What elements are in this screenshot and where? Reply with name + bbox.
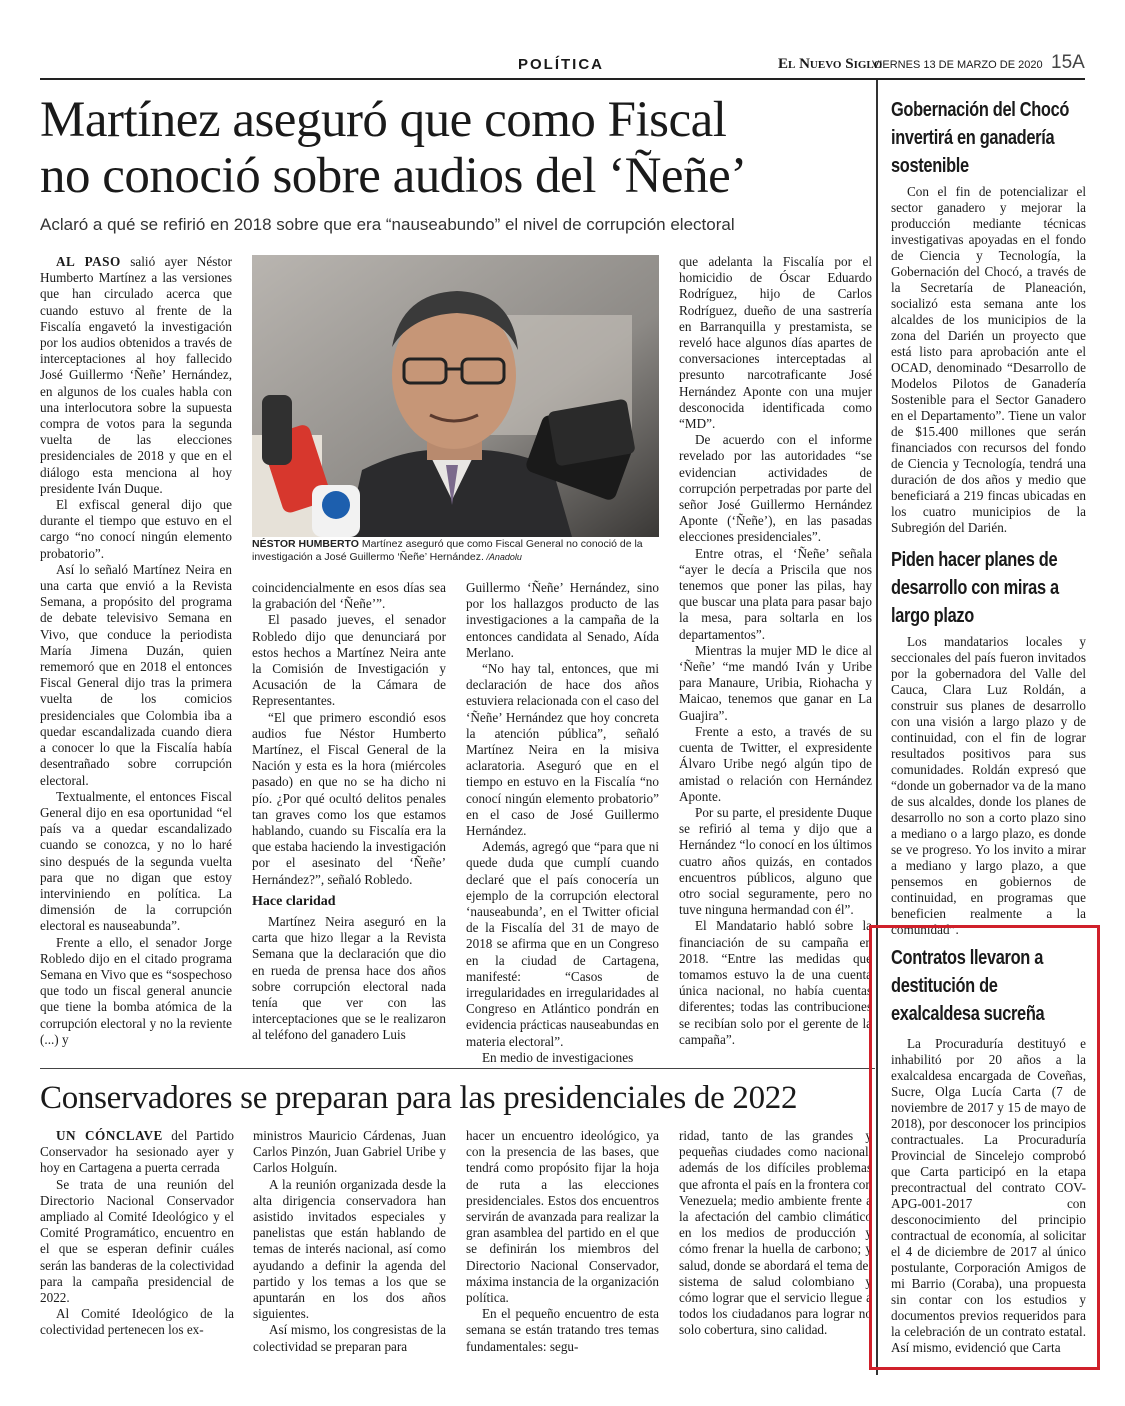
second-column-4 [679, 1128, 872, 1360]
section-label: POLÍTICA [518, 56, 604, 73]
col2-paragraph: Martínez Neira aseguró en la carta que hizo llegar a la Revista Semana que la declaración que dio en rueda de prensa hace dos años sobre corrupción electoral nada tenía que ver con las interceptaciones que se le realizaron al teléfono del ganadero Luis [252, 914, 446, 1043]
sidebar-title-2: Piden hacer planes de desarrollo con miras a largo plazo [891, 549, 1059, 627]
sidebar-body-1: Con el fin de potencializar el sector ganadero y mejorar la producción mediante técnicas investigativas apoyadas en el fondo de Ciencia y Tecnología, la Gobernación del Chocó, a través de la Secretaría de Planeación, socializó esta semana ante los alcaldes de los municipios de la zona del Darién un proyecto que está listo para aprobación ante el OCAD, denominado “Desarrollo de Modelos Pilotos de Ganadería Sostenible para el Sector Ganadero en el Departamento”. Tiene un valor de $15.400 millones que serán financiados con recursos del fondo de Ciencia y Tecnología, tendrá una duración de dos años y medio que beneficiará a 219 fincas ubicadas en los cuatro municipios de la Subregión del Darién. [891, 184, 1086, 535]
col1-paragraph: Textualmente, el entonces Fiscal General dijo en esa oportunidad “el país va a quedar escandalizado cuando se conozca, y no lo haré sino después de la segunda vuelta para que no digan que estoy interviniendo en política. La dimensión de la corrupción electoral es nauseabunda”. [40, 788, 232, 934]
sidebar-item-1 [891, 96, 1086, 536]
col1-paragraph: AL PASO salió ayer Néstor Humberto Martínez a las versiones que han circulado acerca que cuando estuvo al frente de la Fiscalía engavetó la investigación por los audios obtenidos a través de interceptaciones al hoy fallecido José Guillermo ‘Ñeñe’ Hernández, en algunos de los cuales habla con una interlocutora sobre la supuesta compra de votos para la segunda vuelta de las elecciones presidenciales de 2018 y que en el diálogo esta menciona al hoy presidente Iván Duque. [40, 254, 232, 496]
photo-nestor-humberto [252, 255, 659, 537]
headline-line-1: Martínez aseguró que como Fiscal [40, 92, 727, 148]
col2-paragraph: “El que primero escondió esos audios fue Néstor Humberto Martínez, el Fiscal General de la Nación y esta es la hora (miércoles pasado) en que no se ha dicho ni pío. ¿Por qué ocultó delitos penales tan graves como los que estamos hablando, cuando su Fiscalía era la que estaba haciendo la investigación por el asesinato del ‘Ñeñe’ Hernández?”, señaló Robledo. [252, 709, 446, 887]
col4-paragraph: Mientras la mujer MD le dice al ‘Ñeñe’ “me mandó Iván y Uribe para Manaure, Uribia, Riohacha y Maicao, tenemos que ganar en La Guajira”. [679, 642, 872, 723]
col3-paragraph: “No hay tal, entonces, que mi declaración de hace dos años estuviera relacionada con el caso del ‘Ñeñe’ Hernández que hoy concreta la atención pública”, señaló Martínez Neira en la misiva aclaratoria. Aseguró que en el tiempo en estuvo en la Fiscalía “no conocí ningún elemento probatorio” en el caso de José Guillermo Hernández. [466, 661, 659, 839]
col4-paragraph: Por su parte, el presidente Duque se refirió al tema y dijo que a Hernández “lo conocí en los últimos cuatro años quizás, en contados encuentros públicos, alguno que otro social seguramente, pero no tuve ninguna hermandad con él”. [679, 804, 872, 918]
col4-paragraph: De acuerdo con el informe revelado por las autoridades “se evidencian actividades de corrupción perpetradas por parte del señor José Guillermo Hernández Aponte (‘Ñeñe’), en las pasadas elecciones presidenciales”. [679, 432, 872, 545]
col4-paragraph: Entre otras, el ‘Ñeñe’ señala “ayer le decía a Priscila que nos tenemos que poner las pilas, hay que buscar una plata para pasar bajo la mesa, para soltarla en los departamentos”. [679, 545, 872, 642]
photo-caption [252, 538, 662, 564]
press-photo [252, 255, 659, 537]
caption-text: Martínez aseguró que como Fiscal General no conoció de la investigación a José Guillermo ‘Ñeñe’ Hernández. [252, 538, 643, 563]
subtitle: Aclaró a qué se refirió en 2018 sobre que era “nauseabundo” el nivel de corrupción electoral [40, 215, 735, 234]
second-column-1 [40, 1128, 234, 1360]
story-divider [40, 1068, 875, 1069]
col3-paragraph: Guillermo ‘Ñeñe’ Hernández, sino por los hallazgos producto de las investigaciones a la campaña de la entonces candidata al Senado, Aída Merlano. [466, 580, 659, 660]
second-column-2 [253, 1128, 446, 1360]
second-lead-in: UN CÓNCLAVE [56, 1128, 163, 1143]
photo-credit: /Anadolu [483, 552, 522, 562]
main-column-3 [466, 580, 659, 1065]
sidebar-title-1: Gobernación del Chocó invertirá en ganadería sostenible [891, 99, 1070, 177]
second-col2-paragraph: A la reunión organizada desde la alta dirigencia conservadora han asistido invitados especiales y panelistas que están hablando de temas de interés nacional, así como ayudando a definir la agenda del partido y los temas a los que se apuntarán en los dos años siguientes. [253, 1176, 446, 1322]
headline-line-2: no conoció sobre audios del ‘Ñeñe’ [40, 148, 747, 204]
col1-paragraph: Así lo señaló Martínez Neira en una carta que envió a la Revista Semana, a propósito del programa de debate televisivo Semana en Vivo, que conduce la periodista María Jimena Duzán, quien rememoró que en 2018 el entonces Fiscal General dijo tras la primera vuelta de los comicios presidenciales que Colombia iba a quedar escandalizada cuando diera a conocer lo que la Fiscalía había desentrañado sobre corrupción electoral. [40, 561, 232, 788]
second-col1-paragraph: Se trata de una reunión del Directorio Nacional Conservador ampliado al Comité Ideológico y el Comité Programático, encuentro en el que se esperan definir cuáles serán las banderas de la colectividad para la campaña presidencial de 2022. [40, 1176, 234, 1306]
sidebar-body-3: La Procuraduría destituyó e inhabilitó por 20 años a la exalcaldesa encargada de Coveñas, Sucre, Olga Lucía Carta (7 de noviembre de 2017 y 15 de mayo de 2018), por desconocer los principios contractuales. La Procuraduría Provincial de Sincelejo comprobó que Carta participó en la etapa precontractual del contrato COV-APG-001-2017 con desconocimiento del principio contractual de economía, al solicitar el 4 de diciembre de 2017 al único postulante, Corporación Amigos de mi Barrio (Coraba), una propuesta sin contar con los estudios y documentos previos requeridos para la celebración de un contrato estatal. Así mismo, evidenció que Carta [891, 1036, 1086, 1355]
second-col3-paragraph: En el pequeño encuentro de esta semana se están tratando tres temas fundamentales: segu- [466, 1306, 659, 1354]
issue-date: VIERNES 13 DE MARZO DE 2020 [872, 59, 1043, 71]
col3-paragraph: Además, agregó que “para que ni quede duda que cumplí cuando declaré que el país conocería un ejemplo de la corrupción electoral ‘nauseabunda’, en el Twitter oficial de la Fiscalía del 31 de mayo de 2018 se afirma que en un Congreso en la ciudad de Cartagena, manifesté: “Casos de irregularidades en irregularidades al Congreso en Atlántico pondrán en evidencia prácticas nauseabundas en materia electoral”. [466, 839, 659, 1049]
headline [40, 92, 870, 204]
sidebar-item-2 [891, 546, 1086, 937]
page-number: 15A [1051, 52, 1085, 73]
sidebar-body-2: Los mandatarios locales y seccionales del país fueron invitados por la gobernadora del Valle del Cauca, Clara Luz Roldán, a construir sus planes de desarrollo con una visión a largo plazo y de continuidad, con el fin de lograr resultados positivos para sus comunidades. Roldán expresó que “donde un gobernador va de la mano de sus alcaldes, donde los planes de desarrollo no son a corto plazo sino a mediano o a largo plazo, es donde se ve progreso. Yo los invito a mirar a mediano y largo plazo, a que pensemos en gobiernos de continuidad, en programas que beneficien realmente a la comunidad”. [891, 634, 1086, 937]
sidebar-item-3 [891, 944, 1086, 1354]
col4-paragraph: que adelanta la Fiscalía por el homicidio de Óscar Eduardo Rodríguez, hijo de Carlos Rodríguez, dueño de una sastrería en Barranquilla y prestamista, se reveló hace algunos días apartes de conversaciones interceptadas al presunto narcotraficante José Hernández Aponte con una mujer desconocida identificada como “MD”. [679, 254, 872, 432]
subheading: Hace claridad [252, 893, 336, 909]
newspaper-name: El Nuevo Siglo [778, 56, 883, 72]
page-header [40, 50, 1085, 80]
second-headline: Conservadores se preparan para las presidenciales de 2022 [40, 1080, 798, 1116]
main-column-1 [40, 254, 232, 1060]
second-col1-paragraph: UN CÓNCLAVE del Partido Conservador ha sesionado ayer y hoy en Cartagena a puerta cerrada [40, 1128, 234, 1176]
header-rule [40, 78, 1085, 80]
second-col3-paragraph: hacer un encuentro ideológico, ya con la presencia de las bases, que tendrá como propósito fijar la hoja de ruta a las elecciones presidenciales. Estos dos encuentros servirán de avanzada para realizar la gran asamblea del partido en el que se definirán los miembros del Directorio Nacional Conservador, máxima instancia de la organización política. [466, 1128, 659, 1306]
col2-paragraph: coincidencialmente en esos días sea la grabación del ‘Ñeñe’”. [252, 580, 446, 612]
caption-name: NÉSTOR HUMBERTO [252, 538, 359, 550]
col2-paragraph: El pasado jueves, el senador Robledo dijo que denunciará por estos hechos a Martínez Neira ante la Comisión de Investigación y Acusación de la Cámara de Representantes. [252, 612, 446, 709]
second-col2-paragraph: ministros Mauricio Cárdenas, Juan Carlos Pinzón, Juan Gabriel Uribe y Carlos Holguín. [253, 1128, 446, 1176]
col4-paragraph: El Mandatario habló sobre la financiación de su campaña en 2018. “Entre las medidas que tomamos estuvo la de una cuenta única nacional, no había cuentas diferentes; todas las contribuciones se recibían solo por el gerente de la campaña”. [679, 918, 872, 1047]
col4-paragraph: Frente a esto, a través de su cuenta de Twitter, el expresidente Álvaro Uribe negó algún tipo de amistad o relación con Hernández Aponte. [679, 723, 872, 804]
col1-paragraph: Frente a ello, el senador Jorge Robledo dijo en el citado programa Semana en Vivo que es “sospechoso que todo un fiscal general anuncie que tiene la bomba atómica de la corrupción electoral y no la reviente (...) y [40, 934, 232, 1047]
second-col1-paragraph: Al Comité Ideológico de la colectividad pertenecen los ex- [40, 1306, 234, 1338]
col3-paragraph: En medio de investigaciones [482, 1049, 634, 1065]
col1-paragraph: El exfiscal general dijo que durante el tiempo que estuvo en el cargo “no conocí ningún elemento probatorio”. [40, 497, 232, 561]
second-column-3 [466, 1128, 659, 1360]
main-column-2 [252, 580, 446, 1060]
main-column-4 [679, 254, 872, 1060]
second-col4-paragraph: ridad, tanto de las grandes y pequeñas ciudades como nacional, además de los difíciles problemas que afronta el país en la frontera con Venezuela; medio ambiente frente a la afectación del cambio climático en los medios de producción y cómo frenar la huella de carbono; y salud, donde se abordará el tema del sistema de salud colombiano y cómo lograr que el servicio llegue a todos los ciudadanos para lograr no solo cobertura, sino calidad. [679, 1128, 872, 1338]
lead-in: AL PASO [56, 254, 121, 269]
sidebar-title-3: Contratos llevaron a destitución de exalcaldesa sucreña [891, 947, 1045, 1025]
second-col2-paragraph: Así mismo, los congresistas de la colectividad se preparan para [253, 1322, 446, 1354]
